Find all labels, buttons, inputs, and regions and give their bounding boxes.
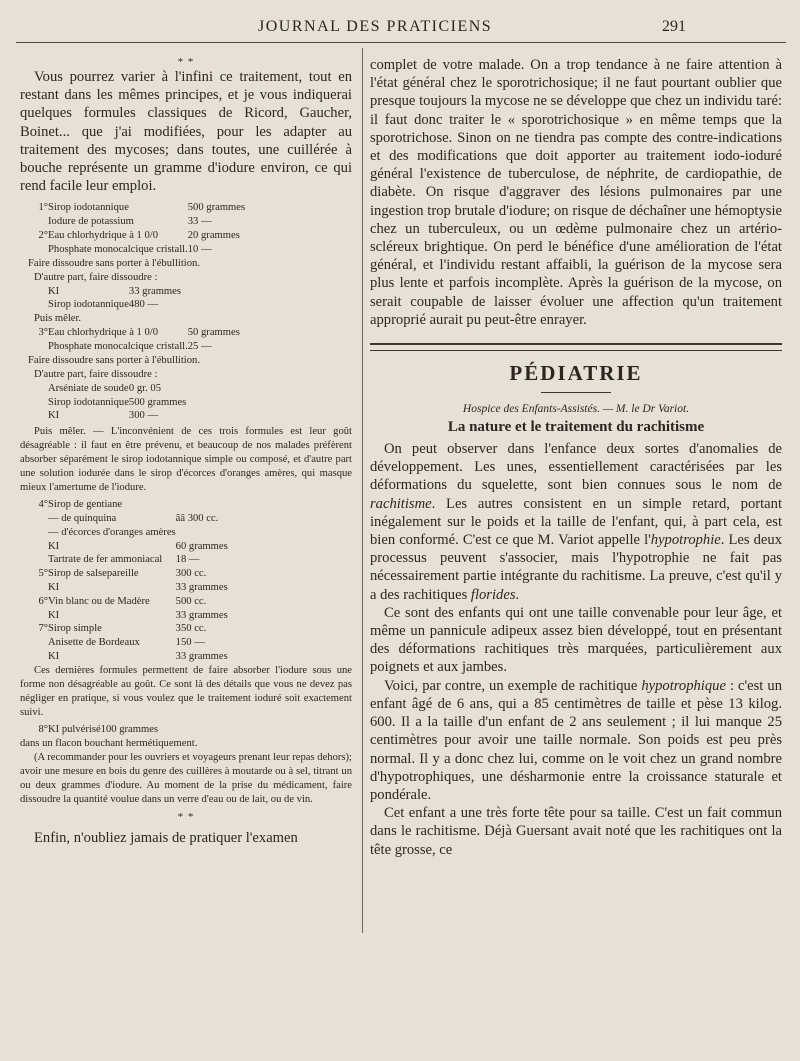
page-number: 291	[662, 18, 686, 35]
ingredient: KI	[48, 540, 60, 552]
title-underline	[541, 392, 611, 393]
quantity: 33 grammes	[175, 650, 228, 662]
formula-number	[26, 609, 48, 623]
commentary-paragraph: Puis mêler. — L'inconvénient de ces trois formules est leur goût désagréable : il faut en être prévenu, et beaucoup de nos malades préfèrent absorber séparément le sirop iodotannique simple ou composé, et d'autre part une solution iodurée dans le sirop d'écorces d'oranges amères, qui masque mieux l'amertume de l'iodure.	[20, 426, 352, 494]
formula-number	[26, 243, 48, 257]
formula-number: 3°	[38, 327, 48, 339]
quantity: 150 —	[175, 637, 205, 649]
formula-table-3	[26, 326, 240, 354]
note: D'autre part, faire dissoudre :	[34, 368, 158, 380]
quantity: 500 grammes	[187, 202, 246, 214]
article-paragraph: Ce sont des enfants qui ont une taille convenable pour leur âge, et même un pannicule adipeux assez bien développé, tout en présentant des déformations rachitiques très marquées, particulièrement aux poignets et aux jambes.	[370, 604, 782, 676]
quantity: 33 grammes	[175, 609, 228, 621]
formula-row	[26, 526, 228, 540]
note: Puis mêler.	[34, 313, 82, 325]
formula-row	[26, 285, 181, 299]
formula-row	[26, 498, 228, 512]
quantity: 350 cc.	[175, 623, 207, 635]
formula-number	[26, 285, 48, 299]
formula-number	[26, 553, 48, 567]
formula-number	[26, 581, 48, 595]
formula-row	[26, 409, 186, 423]
quantity: 25 —	[187, 341, 212, 352]
formula-number	[26, 382, 48, 396]
formula-row	[26, 553, 228, 567]
ingredient: — d'écorces d'oranges amères	[48, 526, 176, 538]
formula-number: 2°	[38, 230, 48, 242]
formula-number: 4°	[38, 499, 48, 511]
formula-row	[26, 512, 228, 526]
formula-number: 1°	[38, 202, 48, 214]
ingredient: — de quinquina	[48, 512, 117, 524]
quantity: 33 grammes	[128, 285, 181, 297]
ingredient: Sirop simple	[48, 623, 102, 635]
ingredient: KI pulvérisé	[48, 723, 101, 735]
quantity: 33 grammes	[175, 581, 228, 593]
formula-row	[26, 229, 245, 243]
formula-row	[26, 396, 186, 410]
quantity: 50 grammes	[187, 327, 240, 339]
formula-number	[26, 512, 48, 526]
formula-row	[26, 650, 228, 664]
formula-number	[26, 650, 48, 664]
formula-row	[26, 636, 228, 650]
formula-number: 7°	[38, 623, 48, 635]
section-stars: * *	[177, 56, 195, 68]
formula-number	[26, 526, 48, 540]
ingredient: KI	[48, 581, 60, 593]
formula-number	[26, 396, 48, 410]
left-column	[20, 56, 352, 946]
quantity: 480 —	[128, 299, 159, 311]
quantity: 18 —	[175, 554, 200, 566]
formula-number	[26, 298, 48, 312]
note: Faire dissoudre sans porter à l'ébullition.	[28, 354, 200, 366]
quantity: 100 grammes	[100, 723, 159, 735]
quantity: 33 —	[187, 216, 212, 228]
journal-title: JOURNAL DES PRATICIENS	[258, 18, 493, 35]
section-rule	[370, 343, 782, 351]
formula-row	[26, 723, 158, 737]
ingredient: Sirop iodotannique	[48, 202, 129, 214]
formula-number: 8°	[38, 723, 48, 735]
ingredient: Phosphate monocalcique cristall.	[48, 243, 188, 255]
quantity: 0 gr. 05	[128, 382, 161, 394]
quantity	[176, 526, 228, 540]
article-paragraph: Cet enfant a une très forte tête pour sa taille. C'est un fait commun dans le rachitisme. Déjà Guersant avait noté que les rachitiques ont la tête grosse, ce	[370, 805, 782, 858]
formula-number	[26, 409, 48, 423]
hospital-line: Hospice des Enfants-Assistés. — M. le Dr Variot.	[462, 403, 690, 416]
formula-table-1	[26, 201, 245, 256]
formula-number	[26, 340, 48, 354]
formula-number	[26, 215, 48, 229]
article-title: La nature et le traitement du rachitisme	[447, 419, 705, 436]
ingredient: Eau chlorhydrique à 1 0/0	[48, 230, 159, 242]
header-rule	[16, 42, 786, 43]
ingredient: KI	[48, 609, 60, 621]
formula-table-8	[26, 723, 158, 737]
formula-table-4-7	[26, 498, 228, 664]
ingredient: Anisette de Bordeaux	[48, 637, 140, 649]
right-column	[370, 56, 782, 946]
formula-row	[26, 595, 228, 609]
quantity: 500 cc.	[175, 595, 207, 607]
note: Faire dissoudre sans porter à l'ébullition.	[28, 257, 200, 269]
article-paragraph: Voici, par contre, un exemple de rachitique hypotrophique : c'est un enfant âgé de 6 ans, qui a 85 centimètres de taille et pèse 13 kilog. 600. Il a la taille d'un enfant de 2 ans seulement ; il lui manque 25 centimètres pour avoir une taille normale. Son poids est peu près normal. Il y a donc chez lui, comme on le voit chez un grand nombre d'hypotrophiques, une désharmonie entre la croissance staturale et pondérale.	[370, 677, 782, 803]
note: D'autre part, faire dissoudre :	[34, 271, 158, 283]
formula-number	[26, 540, 48, 554]
intro-paragraph: Vous pourrez varier à l'infini ce traitement, tout en restant dans les mêmes principes, et je vous indiquerai quelques formules classiques de Ricord, Gaucher, Boinet... que j'ai modifiées, pour les adapter au traitement des mycoses; dans toutes, une cuillérée à bouche représente un gramme d'iodure environ, ce qui rend facile leur emploi.	[20, 69, 352, 195]
formula-row	[26, 540, 228, 554]
quantity: ââ 300 cc.	[175, 512, 219, 524]
formula-row	[26, 215, 245, 229]
ingredient: Arséniate de soude	[48, 382, 129, 394]
formula-row	[26, 340, 240, 354]
formula-row	[26, 567, 228, 581]
formula-table-3b	[26, 382, 186, 423]
section-stars: * *	[177, 810, 195, 823]
quantity: 10 —	[187, 243, 212, 255]
formula-row	[26, 609, 228, 623]
ingredient: Sirop iodotannique	[48, 299, 129, 311]
formula-row	[26, 382, 186, 396]
ingredient: Sirop de gentiane	[48, 499, 123, 511]
formula-number: 5°	[38, 568, 48, 580]
formula-row	[26, 298, 181, 312]
ingredient: Vin blanc ou de Madère	[48, 595, 150, 607]
commentary-paragraph: Ces dernières formules permettent de faire absorber l'iodure sous une forme non désagréable au goût. Ce sont là des détails que vous ne devez pas négliger en pratique, si vous voulez que le traitement ioduré soit exactement suivi.	[20, 664, 352, 718]
note: dans un flacon bouchant hermétiquement.	[20, 737, 198, 749]
ingredient: KI	[48, 285, 60, 297]
quantity	[176, 498, 228, 512]
ingredient: Iodure de potassium	[48, 216, 134, 228]
running-header	[0, 18, 800, 40]
quantity: 300 cc.	[175, 568, 207, 580]
formula-row	[26, 201, 245, 215]
ingredient: Sirop de salsepareille	[48, 568, 139, 580]
ingredient: Eau chlorhydrique à 1 0/0	[48, 327, 159, 339]
ingredient: Phosphate monocalcique cristall.	[48, 341, 188, 352]
section-title: PÉDIATRIE	[509, 361, 643, 386]
outro-paragraph: Enfin, n'oubliez jamais de pratiquer l'examen	[34, 829, 298, 846]
ingredient: KI	[48, 410, 60, 422]
formula-table-1b	[26, 285, 181, 313]
formula-row	[26, 581, 228, 595]
ingredient: KI	[48, 650, 60, 662]
ingredient: Sirop iodotannique	[48, 396, 129, 408]
quantity: 300 —	[128, 410, 159, 422]
quantity: 500 grammes	[128, 396, 187, 408]
article-paragraph: On peut observer dans l'enfance deux sortes d'anomalies de développement. Les unes, essentiellement caractérisées par les déformations du squelette, sont bien connues sous le nom de rachitisme. Les autres consistent en un simple retard, portant inégalement sur le poids et la taille de l'enfant, qui, à part cela, est bien conformé. C'est ce que M. Variot appelle l'hypotrophie. Les deux processus peuvent s'associer, mais l'hypotrophie ne fait pas nécessairement partie intégrante du rachitisme. La preuve, c'est qu'il y a des rachitiques florides.	[370, 441, 782, 603]
formula-number	[26, 636, 48, 650]
column-divider	[362, 48, 363, 933]
continuation-paragraph: complet de votre malade. On a trop tendance à ne faire attention à l'état général chez le sporotrichosique; il ne faut pourtant oublier que presque toujours la mycose ne se développe que chez un individu taré: il faut donc traiter le « sporotrichosique » en même temps que la sporotrichose. Sinon on ne tiendra pas compte des contre-indications et des modifications que doit apporter au traitement iodo-ioduré général l'existence de tuberculose, de néphrite, de cardiopathie, de diabète. On risque d'aggraver des lésions pulmonaires par une ingestion trop brutale d'iodure; on risque de déchaîner une hémoptysie chez un tuberculeux, ou un œdème pulmonaire chez un artério-scléreux brightique. On perd le bénéfice d'une amélioration de l'état général, et l'individu restant affaibli, la guérison de la mycose sera plus lente et parfois incomplète. Après la guérison de la mycose, on serait coupable de laisser évoluer une affection qu'un traitement approprié aurait pu peut-être enrayer.	[370, 57, 782, 328]
ingredient: Tartrate de fer ammoniacal	[48, 554, 163, 566]
recommendation-paragraph: (A recommander pour les ouvriers et voyageurs prenant leur repas dehors); avoir une mesure en bois du genre des cuillères à moutarde ou à sel, titrant un ou deux grammes d'iodure. Au moment de la prise du médicament, faire dissoudre la quantité voulue dans un verre d'eau ou de lait, ou de vin.	[20, 751, 352, 805]
formula-row	[26, 326, 240, 340]
quantity: 20 grammes	[187, 230, 240, 242]
formula-number: 6°	[38, 595, 48, 607]
formula-row	[26, 622, 228, 636]
formula-row	[26, 243, 245, 257]
quantity: 60 grammes	[175, 540, 228, 552]
